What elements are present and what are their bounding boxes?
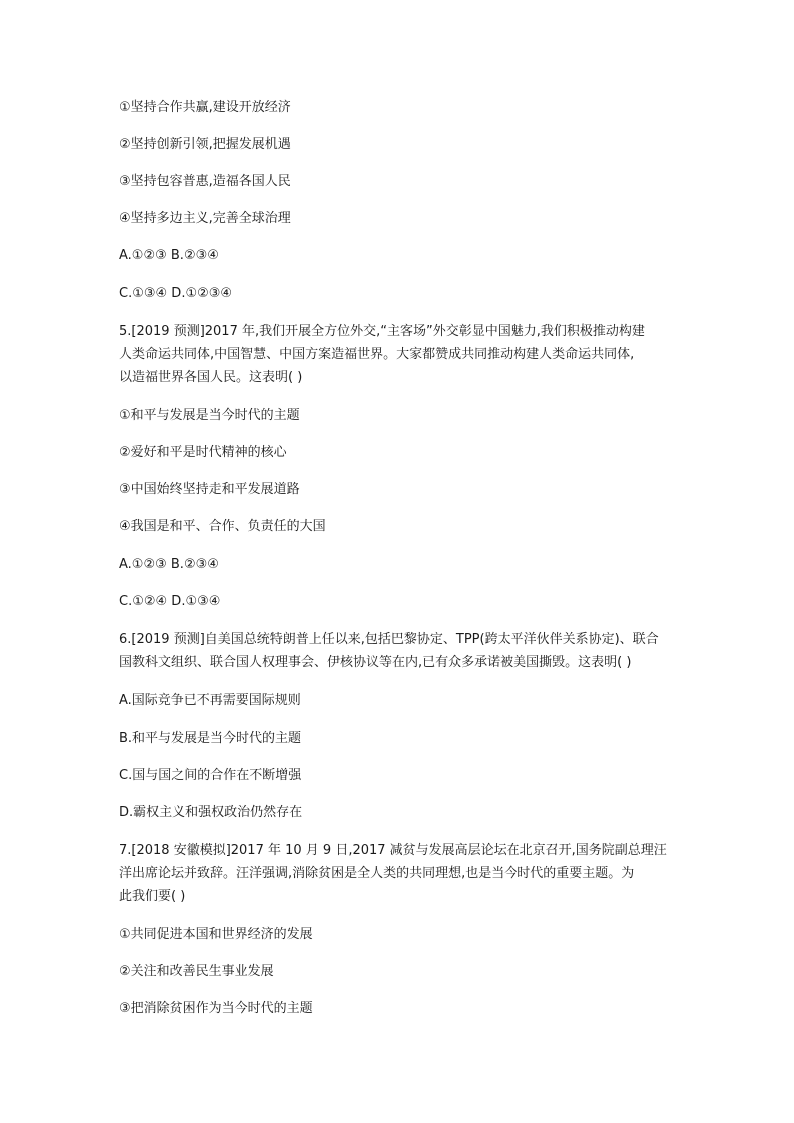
q5-option-1: ①和平与发展是当今时代的主题 — [119, 408, 300, 423]
q7-option-2: ②关注和改善民生事业发展 — [119, 964, 274, 979]
q7-option-1: ①共同促进本国和世界经济的发展 — [119, 927, 313, 942]
q7-stem-line-2: 洋出席论坛并致辞。汪洋强调,消除贫困是全人类的共同理想,也是当今时代的重要主题。为 — [119, 866, 635, 881]
q5-stem-line-1: 5.[2019 预测]2017 年,我们开展全方位外交,“主客场”外交彰显中国魅力,我们积极推动构建 — [119, 324, 645, 339]
q5-option-4: ④我国是和平、合作、负责任的大国 — [119, 519, 326, 534]
q4-choices-cd: C.①③④ D.①②③④ — [119, 286, 233, 301]
q7-option-3: ③把消除贫困作为当今时代的主题 — [119, 1001, 313, 1016]
q4-option-1: ①坚持合作共赢,建设开放经济 — [119, 100, 291, 115]
q6-stem-line-2: 国教科文组织、联合国人权理事会、伊核协议等在内,已有众多承诺被美国撕毁。这表明( ) — [119, 655, 632, 670]
q6-stem-line-1: 6.[2019 预测]自美国总统特朗普上任以来,包括巴黎协定、TPP(跨太平洋伙伴关系协定)、联合 — [119, 632, 659, 647]
q7-stem-line-1: 7.[2018 安徽模拟]2017 年 10 月 9 日,2017 减贫与发展高层论坛在北京召开,国务院副总理汪 — [119, 843, 667, 858]
q4-option-2: ②坚持创新引领,把握发展机遇 — [119, 137, 291, 152]
q4-option-3: ③坚持包容普惠,造福各国人民 — [119, 174, 291, 189]
q5-choices-cd: C.①②④ D.①③④ — [119, 594, 221, 609]
q6-option-d: D.霸权主义和强权政治仍然存在 — [119, 805, 303, 820]
q6-option-b: B.和平与发展是当今时代的主题 — [119, 731, 302, 746]
q6-option-c: C.国与国之间的合作在不断增强 — [119, 768, 302, 783]
q5-option-2: ②爱好和平是时代精神的核心 — [119, 445, 287, 460]
q6-option-a: A.国际竞争已不再需要国际规则 — [119, 693, 301, 708]
q5-stem-line-2: 人类命运共同体,中国智慧、中国方案造福世界。大家都赞成共同推动构建人类命运共同体, — [119, 347, 635, 362]
q5-option-3: ③中国始终坚持走和平发展道路 — [119, 482, 300, 497]
q7-stem-line-3: 此我们要( ) — [119, 889, 186, 904]
q5-stem-line-3: 以造福世界各国人民。这表明( ) — [119, 370, 303, 385]
q5-choices-ab: A.①②③ B.②③④ — [119, 557, 219, 572]
q4-choices-ab: A.①②③ B.②③④ — [119, 248, 219, 263]
q4-option-4: ④坚持多边主义,完善全球治理 — [119, 211, 291, 226]
